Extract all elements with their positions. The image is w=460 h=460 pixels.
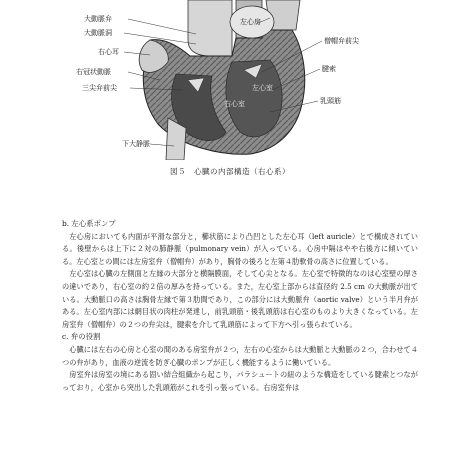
paragraph-2: 左心室は心臓の左側面と左縁の大部分と横隔膜面，そして心尖となる。左心室で特徴的なのは心室壁の厚さの違いであり，右心室の約２倍の厚みを持っている。また，左心室上部からは直径約 2.5 cm の大動脈が出ている。大動脈口の高さは胸骨左縁で第３肋間であり，この部分には大動脈弁（aortic valve）という半月弁がある。左心室内部には網目状の肉柱が発達し，前乳頭筋・後乳頭筋は右心室のものより大きくなっている。左房室弁（僧帽弁）の２つの弁尖は，腱索を介して乳頭筋によって下方へ引っ張られている。 xyxy=(62,269,418,329)
label-right-ventricle: 右心室 xyxy=(224,100,245,108)
label-right-coronary: 右冠状動脈 xyxy=(76,68,111,76)
label-tricuspid-anterior: 三尖弁前尖 xyxy=(82,84,117,92)
figure-caption: 図５ 心臓の内部構造（右心系） xyxy=(170,167,290,176)
label-aortic-valve: 大動脈弁 xyxy=(84,15,112,23)
label-ivc: 下大静脈 xyxy=(122,140,150,148)
heart-diagram xyxy=(0,0,460,160)
label-right-auricle: 右心耳 xyxy=(98,48,119,56)
heart-figure xyxy=(0,0,460,160)
label-papillary: 乳頭筋 xyxy=(320,97,341,105)
label-left-atrium: 左心房 xyxy=(240,18,261,26)
label-mitral-anterior: 僧帽弁前尖 xyxy=(324,37,359,45)
section-heading-c: c. 弁の役割 xyxy=(62,332,101,342)
label-chordae: 腱索 xyxy=(322,65,336,73)
paragraph-1: 左心房においても内面が平滑な部分と，櫛状筋により凸凹とした左心耳（left auricle）とで構成されている。後壁からは上下に２対の肺静脈（pulmonary vein）が入っている。心房中隔はやや右後方に傾いている。左心室との間には左房室弁（僧帽弁）があり，胸骨の後ろと左第４肋軟骨の高さに位置している。 xyxy=(62,231,418,266)
label-left-ventricle: 左心室 xyxy=(252,84,273,92)
body-text xyxy=(62,218,418,394)
paragraph-4: 房室弁は房室の境にある固い結合組織から起こり，パラシュートの紐のような構造をしている腱索とつながっており，心室から突出した乳頭筋がこれを引っ張っている。右房室弁は xyxy=(62,370,418,392)
section-heading-b: b. 左心系ポンプ xyxy=(62,219,116,228)
label-aortic-sinus: 大動脈洞 xyxy=(84,29,112,37)
paragraph-3: 心臓には左右の心房と心室の間のある房室弁が２つ，左右の心室からは大動脈と大動脈の２つ，合わせて４つの弁があり，血液の逆流を防ぎ心臓のポンプが正しく機能するように働いている。 xyxy=(62,344,418,367)
